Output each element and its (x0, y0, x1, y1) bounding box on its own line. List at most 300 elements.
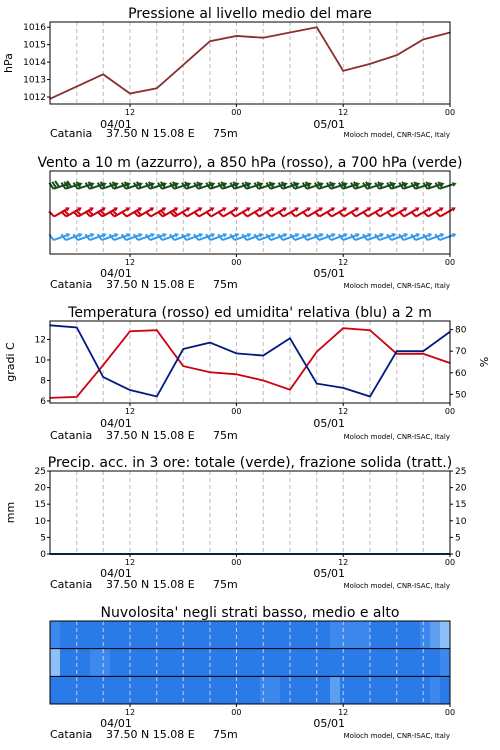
wind-barb (170, 177, 192, 192)
data-point (289, 389, 291, 391)
time-tick-label: 12 (338, 258, 349, 267)
pressure-title: Pressione al livello medio del mare (128, 6, 372, 22)
date-label: 05/01 (313, 417, 346, 430)
data-point (129, 93, 131, 95)
cloud-cell (320, 649, 331, 677)
data-point (342, 70, 344, 72)
cloud-cell (80, 676, 91, 704)
cloud-cell (360, 649, 371, 677)
cloud-cell (170, 621, 181, 649)
wind-barbs-10-m (49, 227, 457, 243)
barb-head (404, 232, 409, 238)
temp_rh-y-axis-right (450, 326, 467, 401)
barb-head (319, 232, 324, 238)
barb-head (271, 232, 276, 238)
barb-head (223, 232, 228, 238)
cloud-cell (50, 621, 61, 649)
wind-barb (218, 177, 240, 192)
cloud-cell (100, 621, 111, 649)
cloud-cell (340, 676, 351, 704)
cloud-cell (130, 621, 141, 649)
y-tick-label: 0 (455, 550, 461, 560)
wind-barb (254, 177, 276, 192)
barb-head (452, 181, 457, 187)
time-tick-label: 00 (444, 108, 456, 117)
data-point (102, 364, 104, 366)
wind-barb (158, 201, 180, 219)
cloud-cell (230, 621, 241, 649)
date-label: 04/01 (100, 567, 132, 580)
cloud-cell (410, 649, 421, 677)
cloud-cell (160, 649, 171, 677)
cloud-cell (400, 676, 411, 704)
barb-head (162, 232, 167, 238)
cloud-cell (250, 676, 261, 704)
barb-head (235, 232, 240, 238)
cloud-cell (160, 621, 171, 649)
precip-panel (4, 455, 467, 591)
y-tick-label: 70 (455, 347, 467, 358)
data-point (422, 353, 424, 355)
elevation-label: 75m (213, 127, 238, 140)
barb-head (283, 232, 288, 238)
precip-footer (50, 578, 450, 591)
cloud-cell (360, 621, 371, 649)
cloud-cell (440, 649, 451, 677)
cloud-cell (50, 676, 61, 704)
cloud-cell (390, 621, 401, 649)
precip-grid (77, 471, 450, 554)
date-label: 05/01 (313, 118, 346, 131)
cloud-row-alto (50, 621, 451, 649)
data-point (316, 351, 318, 353)
humidity-line (50, 325, 450, 396)
barb-head (379, 232, 384, 238)
barb-head (440, 232, 445, 238)
y-tick-label: 80 (455, 325, 467, 336)
y-tick-label: 1016 (23, 23, 46, 34)
barb-head (416, 232, 421, 238)
cloud-cell (90, 621, 101, 649)
wind-barb (85, 201, 107, 219)
wind-barb (375, 177, 397, 192)
model-label: Moloch model, CNR-ISAC, Italy (343, 582, 450, 590)
cloud-cell (180, 649, 191, 677)
cloud-cell (430, 676, 441, 704)
wind-barb (49, 177, 71, 192)
data-point (102, 74, 104, 76)
y-tick-label: 15 (455, 500, 467, 511)
wind-barb (363, 177, 385, 192)
wind-barb (158, 177, 180, 192)
cloud-cell (320, 621, 331, 649)
cloud-cell (220, 621, 231, 649)
cloud-cell (330, 621, 341, 649)
cloud-cell (70, 649, 81, 677)
cloud-cell (60, 649, 71, 677)
y-tick-label: 10 (34, 516, 46, 527)
precip-frame (50, 471, 450, 554)
cloud-cell (340, 621, 351, 649)
y-tick-label: 6 (40, 396, 46, 407)
wind-footer (50, 278, 450, 291)
y-tick-label: 1013 (23, 75, 46, 86)
data-point (76, 396, 78, 398)
barb-head (90, 232, 95, 238)
y-tick-label: 12 (34, 335, 46, 346)
time-tick-label: 00 (231, 108, 242, 117)
cloud-cell (410, 621, 421, 649)
cloud-cell (280, 676, 291, 704)
wind-barb (327, 177, 349, 192)
temp-y-label: gradi C (4, 342, 17, 382)
y-tick-label: 50 (455, 390, 467, 401)
pressure-grid (77, 22, 450, 104)
cloud-cell (260, 649, 271, 677)
data-point (209, 371, 211, 373)
cloud-cell (280, 649, 291, 677)
time-tick-label: 00 (231, 258, 242, 267)
time-tick-label: 12 (124, 108, 136, 117)
y-tick-label: 25 (34, 467, 46, 477)
cloud-cell (400, 649, 411, 677)
cloud-cell (280, 621, 291, 649)
time-tick-label: 00 (231, 407, 242, 416)
pressure-line (50, 27, 450, 99)
barb-head (66, 232, 71, 238)
cloud-cell (140, 621, 151, 649)
clouds-title: Nuvolosita' negli strati basso, medio e alto (100, 605, 400, 621)
data-point (262, 355, 264, 357)
data-point (422, 39, 424, 41)
cloud-cell (180, 621, 191, 649)
barb-head (452, 232, 457, 238)
cloud-cell (230, 649, 241, 677)
cloud-cell (310, 676, 321, 704)
time-tick-label: 12 (338, 407, 349, 416)
cloud-cell (220, 649, 231, 677)
cloud-cell (190, 649, 201, 677)
cloud-cell (330, 649, 341, 677)
cloud-cell (150, 676, 161, 704)
coords-label: 37.50 N 15.08 E (106, 127, 195, 140)
time-tick-label: 12 (124, 708, 136, 717)
cloud-cell (200, 621, 211, 649)
pressure-y-label: hPa (2, 53, 15, 73)
cloud-cell (200, 676, 211, 704)
wind-barb (230, 177, 252, 192)
cloud-cell (210, 621, 221, 649)
clouds-panel (50, 605, 455, 741)
cloud-cell (110, 621, 121, 649)
data-point (129, 389, 131, 391)
y-tick-label: 15 (34, 500, 46, 511)
cloud-cell (370, 649, 381, 677)
cloud-cell (70, 676, 81, 704)
time-tick-label: 12 (338, 708, 349, 717)
data-point (156, 396, 158, 398)
wind-panel (37, 155, 462, 291)
cloud-cell (350, 621, 361, 649)
cloud-cell (130, 676, 141, 704)
cloud-cell (200, 649, 211, 677)
cloud-cell (240, 621, 251, 649)
date-label: 05/01 (313, 717, 346, 730)
date-label: 05/01 (313, 267, 346, 280)
wind-barb (411, 177, 433, 192)
wind-barb (49, 227, 71, 243)
data-point (156, 329, 158, 331)
precip-y-axis-right (450, 467, 467, 560)
data-point (342, 387, 344, 389)
time-tick-label: 00 (444, 558, 456, 567)
data-point (209, 40, 211, 42)
cloud-cell (120, 621, 131, 649)
cloud-cell (260, 621, 271, 649)
cloud-cell (250, 649, 261, 677)
wind-barb (97, 201, 119, 219)
date-label: 05/01 (313, 567, 346, 580)
location-label: Catania (50, 429, 93, 442)
cloud-cell (170, 649, 181, 677)
barb-head (211, 232, 216, 238)
elevation-label: 75m (213, 278, 238, 291)
time-tick-label: 12 (338, 108, 349, 117)
cloud-cell (370, 621, 381, 649)
temp-rh-time-axis (100, 403, 455, 430)
y-tick-label: 25 (455, 467, 467, 477)
cloud-cell (290, 649, 301, 677)
cloud-cell (300, 649, 311, 677)
cloud-cell (430, 621, 441, 649)
pressure-y-axis-left (23, 23, 50, 103)
cloud-cell (80, 649, 91, 677)
barb-head (355, 232, 360, 238)
cloud-row-medio (50, 649, 451, 677)
wind-barb (61, 177, 83, 192)
wind-barb (86, 177, 108, 192)
cloud-cell (250, 621, 261, 649)
time-tick-label: 12 (124, 258, 136, 267)
model-label: Moloch model, CNR-ISAC, Italy (343, 131, 450, 139)
location-label: Catania (50, 278, 93, 291)
wind-barb (98, 177, 120, 192)
data-point (102, 376, 104, 378)
cloud-cell (340, 649, 351, 677)
cloud-cell (430, 649, 441, 677)
wind-barb (435, 177, 457, 192)
wind-barb (206, 177, 228, 192)
cloud-cell (380, 649, 391, 677)
wind-barb (279, 177, 301, 192)
wind-barb (387, 177, 409, 192)
cloud-cell (110, 649, 121, 677)
cloud-cell (50, 649, 61, 677)
cloud-cell (160, 676, 171, 704)
cloud-cell (240, 676, 251, 704)
wind-barb (339, 177, 361, 192)
cloud-cell (330, 676, 341, 704)
data-point (182, 348, 184, 350)
wind-title: Vento a 10 m (azzurro), a 850 hPa (rosso), a 700 hPa (verde) (37, 155, 463, 171)
wind-barb (423, 177, 445, 192)
cloud-cell (190, 621, 201, 649)
barb-head (186, 232, 191, 238)
cloud-cell (150, 621, 161, 649)
location-label: Catania (50, 127, 93, 140)
cloud-cell (130, 649, 141, 677)
wind-barb (133, 201, 155, 219)
elevation-label: 75m (213, 728, 238, 741)
time-tick-label: 00 (444, 708, 456, 717)
data-point (236, 35, 238, 37)
coords-label: 37.50 N 15.08 E (106, 429, 195, 442)
pressure-panel (2, 6, 455, 140)
cloud-cell (80, 621, 91, 649)
y-tick-label: 20 (455, 483, 467, 494)
temp-rh-footer (50, 429, 450, 442)
data-point (182, 365, 184, 367)
y-tick-label: 8 (40, 376, 46, 387)
wind-barb (61, 201, 83, 219)
cloud-cell (100, 649, 111, 677)
time-tick-label: 00 (444, 258, 456, 267)
data-point (396, 54, 398, 56)
cloud-cell (110, 676, 121, 704)
cloud-cell (310, 621, 321, 649)
y-tick-label: 1012 (23, 93, 46, 104)
data-point (369, 396, 371, 398)
pressure-footer (50, 127, 450, 140)
data-point (236, 353, 238, 355)
cloud-cell (220, 676, 231, 704)
date-label: 04/01 (100, 417, 132, 430)
coords-label: 37.50 N 15.08 E (106, 578, 195, 591)
wind-barb (134, 177, 156, 192)
cloud-cell (420, 621, 431, 649)
cloud-cell (320, 676, 331, 704)
model-label: Moloch model, CNR-ISAC, Italy (343, 732, 450, 740)
wind-barb (49, 201, 71, 219)
cloud-cell (90, 676, 101, 704)
y-tick-label: 10 (34, 355, 46, 366)
elevation-label: 75m (213, 578, 238, 591)
y-tick-label: 5 (40, 533, 46, 544)
barb-head (138, 232, 143, 238)
barb-head (307, 232, 312, 238)
cloud-cell (290, 676, 301, 704)
wind-barb (170, 201, 192, 219)
wind-barb (182, 177, 204, 192)
cloud-cell (370, 676, 381, 704)
cloud-cell (300, 621, 311, 649)
data-point (316, 26, 318, 28)
cloud-cell (270, 621, 281, 649)
data-point (396, 350, 398, 352)
cloud-cell (240, 649, 251, 677)
date-label: 04/01 (100, 267, 132, 280)
coords-label: 37.50 N 15.08 E (106, 728, 195, 741)
cloud-cell (140, 676, 151, 704)
data-point (422, 350, 424, 352)
cloud-cell (120, 649, 131, 677)
precip-y-axis-left (35, 467, 50, 560)
time-tick-label: 12 (124, 407, 136, 416)
wind-barb (242, 177, 264, 192)
temp-rh-panel (4, 305, 491, 442)
cloud-cell (380, 676, 391, 704)
date-label: 04/01 (100, 717, 132, 730)
wind-barb (291, 177, 313, 192)
cloud-cell (100, 676, 111, 704)
wind-barb (303, 177, 325, 192)
elevation-label: 75m (213, 429, 238, 442)
cloud-cell (140, 649, 151, 677)
wind-barb (194, 177, 216, 192)
cloud-cell (390, 649, 401, 677)
barb-head (199, 232, 204, 238)
cloud-cell (350, 649, 361, 677)
time-tick-label: 12 (124, 558, 136, 567)
cloud-cell (60, 621, 71, 649)
cloud-cell (290, 621, 301, 649)
pressure-frame (50, 22, 450, 104)
cloud-cell (420, 649, 431, 677)
data-point (156, 87, 158, 89)
time-tick-label: 00 (231, 558, 242, 567)
data-point (129, 330, 131, 332)
data-point (342, 327, 344, 329)
barb-head (78, 232, 83, 238)
barb-head (392, 232, 397, 238)
data-point (369, 63, 371, 65)
cloud-cell (440, 621, 451, 649)
cloud-cell (150, 649, 161, 677)
data-point (316, 383, 318, 385)
barb-head (331, 232, 336, 238)
cloud-cell (420, 676, 431, 704)
cloud-cell (270, 649, 281, 677)
y-tick-label: 20 (34, 483, 46, 494)
model-label: Moloch model, CNR-ISAC, Italy (343, 433, 450, 441)
data-point (262, 37, 264, 39)
cloud-cell (300, 676, 311, 704)
cloud-cell (390, 676, 401, 704)
clouds-footer (50, 728, 450, 741)
cloud-cell (270, 676, 281, 704)
cloud-cell (230, 676, 241, 704)
data-point (76, 327, 78, 329)
data-point (262, 380, 264, 382)
wind-barb (110, 177, 132, 192)
cloud-cell (70, 621, 81, 649)
cloud-cell (400, 621, 411, 649)
precip-title: Precip. acc. in 3 ore: totale (verde), frazione solida (tratt.) (47, 455, 453, 471)
time-tick-label: 00 (231, 708, 242, 717)
data-point (236, 374, 238, 376)
cloud-row-basso (50, 676, 451, 704)
wind-barb (315, 177, 337, 192)
model-label: Moloch model, CNR-ISAC, Italy (343, 282, 450, 290)
barb-head (114, 232, 119, 238)
y-tick-label: 0 (40, 550, 46, 560)
barb-head (174, 232, 179, 238)
time-tick-label: 00 (444, 407, 456, 416)
precip-time-axis (100, 554, 455, 580)
wind-barb (267, 177, 289, 192)
cloud-cell (190, 676, 201, 704)
barb-head (428, 232, 433, 238)
